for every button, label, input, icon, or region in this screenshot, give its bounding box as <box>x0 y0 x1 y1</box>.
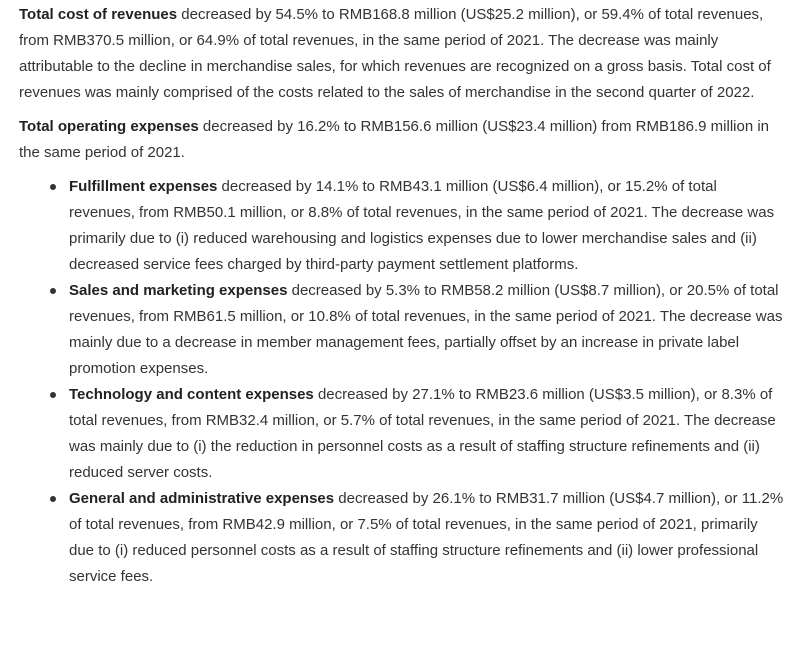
cost-of-revenues-paragraph <box>19 2 781 106</box>
paragraph-lead: Total operating expenses <box>19 118 199 135</box>
list-item-lead: Fulfillment expenses <box>69 178 218 195</box>
operating-expenses-paragraph <box>19 114 781 166</box>
bullet-icon <box>50 496 56 502</box>
list-item-sales-marketing-expenses <box>69 278 785 382</box>
expense-breakdown-list <box>19 174 785 590</box>
list-item-text: decreased by 5.3% to RMB58.2 million (US$8.7 million), or 20.5% of total revenues, from RMB61.5 million, or 10.8% of total revenues, in the same period of 2021. The decrease was mainly due to a decrease in member management fees, partially offset by an increase in private label promotion expenses. <box>69 282 783 377</box>
paragraph-text: decreased by 54.5% to RMB168.8 million (US$25.2 million), or 59.4% of total revenues, from RMB370.5 million, or 64.9% of total revenues, in the same period of 2021. The decrease was mainly attributable to the decline in merchandise sales, for which revenues are recognized on a gross basis. Total cost of revenues was mainly comprised of the costs related to the sales of merchandise in the second quarter of 2022. <box>19 6 771 101</box>
paragraph-lead: Total cost of revenues <box>19 6 178 23</box>
list-item-text: decreased by 14.1% to RMB43.1 million (US$6.4 million), or 15.2% of total revenues, from RMB50.1 million, or 8.8% of total revenues, in the same period of 2021. The decrease was primarily due to (i) reduced warehousing and logistics expenses due to lower merchandise sales and (ii) decreased service fees charged by third-party payment settlement platforms. <box>69 178 775 273</box>
list-item-fulfillment-expenses <box>69 174 785 278</box>
paragraph-text: decreased by 16.2% to RMB156.6 million (US$23.4 million) from RMB186.9 million in the same period of 2021. <box>19 118 770 161</box>
bullet-icon <box>50 184 56 190</box>
list-item-technology-content-expenses <box>69 382 785 486</box>
list-item-general-administrative-expenses <box>69 486 785 590</box>
list-item-lead: General and administrative expenses <box>69 490 335 507</box>
bullet-icon <box>50 288 56 294</box>
list-item-lead: Sales and marketing expenses <box>69 282 288 299</box>
list-item-text: decreased by 27.1% to RMB23.6 million (US$3.5 million), or 8.3% of total revenues, from RMB32.4 million, or 5.7% of total revenues, in the same period of 2021. The decrease was mainly due to (i) the reduction in personnel costs as a result of staffing structure refinements and (ii) reduced server costs. <box>69 386 776 481</box>
bullet-icon <box>50 392 56 398</box>
list-item-lead: Technology and content expenses <box>69 386 314 403</box>
list-item-text: decreased by 26.1% to RMB31.7 million (US$4.7 million), or 11.2% of total revenues, from RMB42.9 million, or 7.5% of total revenues, in the same period of 2021, primarily due to (i) reduced personnel costs as a result of staffing structure refinements and (ii) lower professional service fees. <box>69 490 784 585</box>
